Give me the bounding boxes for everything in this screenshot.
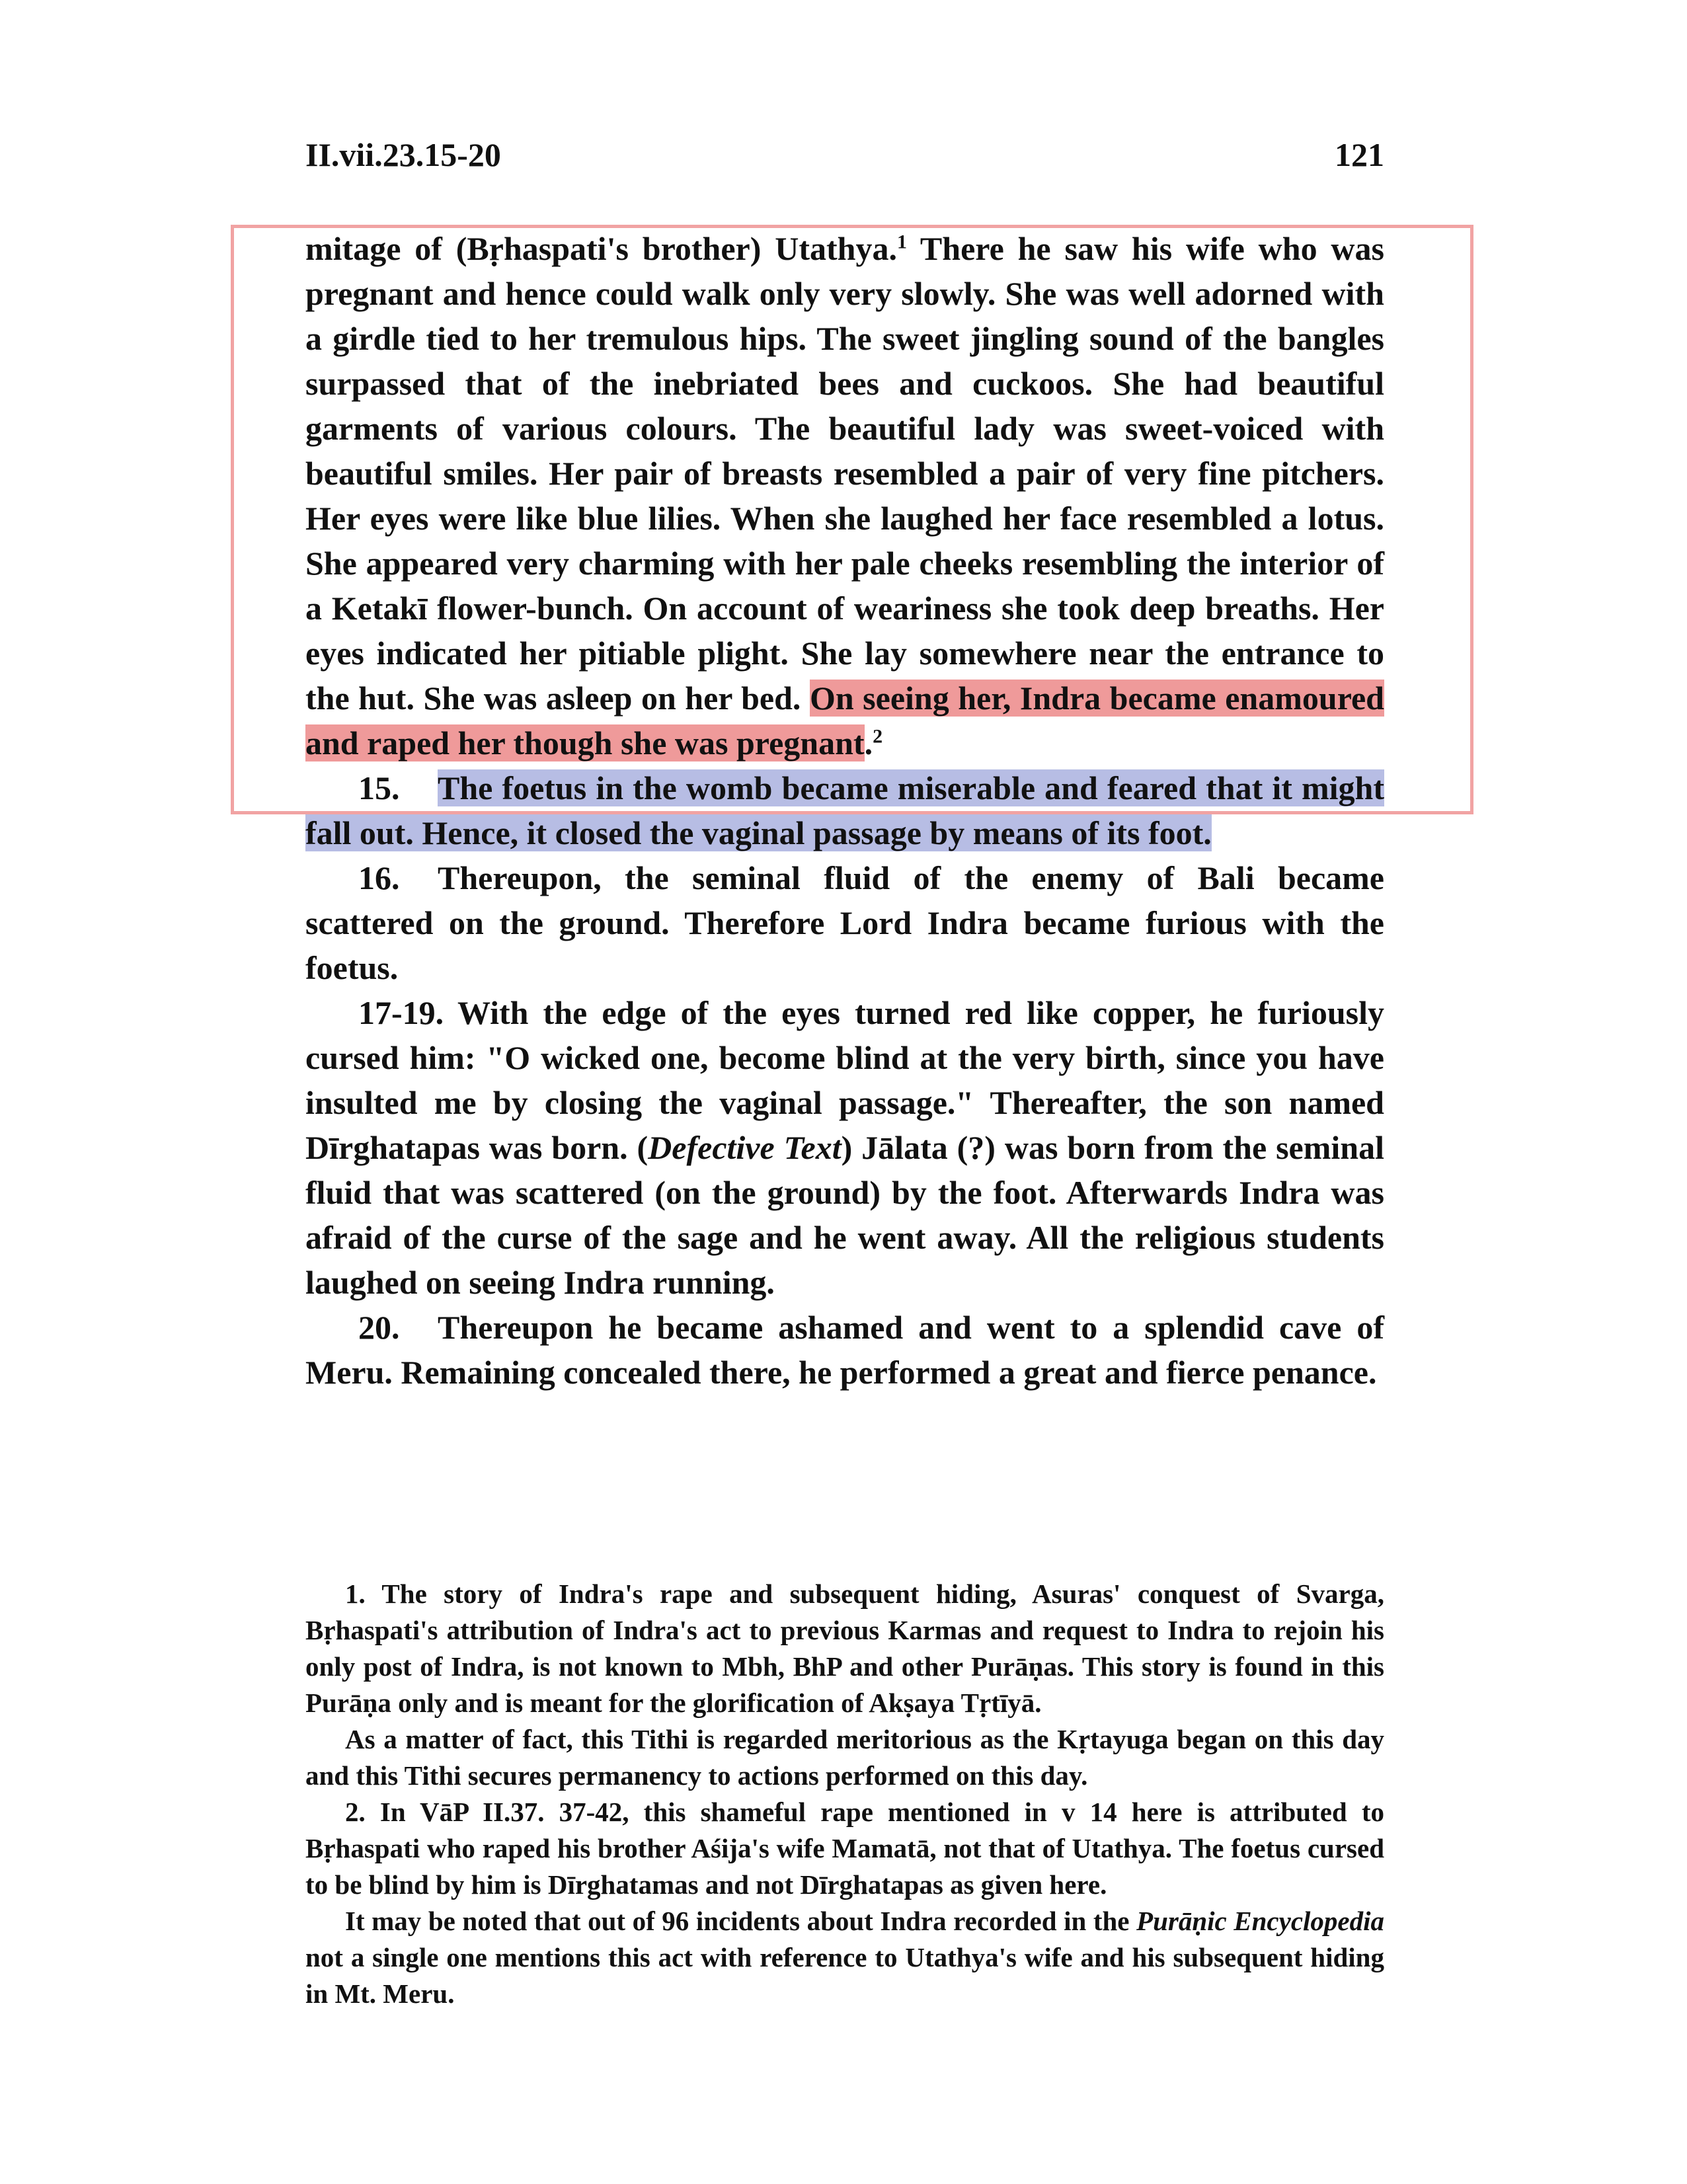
- verse-number: 20.: [358, 1309, 400, 1346]
- blue-highlight: The foetus in the womb became miserable and feared that it might fall out. Hence, it closed the vaginal passage by means of its foot.: [305, 769, 1384, 851]
- footnote-1-continued: As a matter of fact, this Tithi is regarded meritorious as the Kṛtayuga began on this day and this Tithi secures permanency to actions performed on this day.: [305, 1724, 1384, 1791]
- red-highlight: On seeing her, Indra became enamoured and raped her though she was pregnant: [305, 680, 1384, 761]
- footnote-2: 2. In VāP II.37. 37-42, this shameful rape mentioned in v 14 here is attributed to Bṛhaspati who raped his brother Aśija's wife Mamatā, not that of Utathya. The foetus cursed to be blind by him is Dīrghatamas and not Dīrghatapas as given here.: [305, 1797, 1384, 1900]
- verse-16: 16. Thereupon, the seminal fluid of the enemy of Bali became scattered on the ground. Therefore Lord Indra became furious with the foetus.: [305, 855, 1384, 990]
- main-text: [305, 226, 1384, 1395]
- page-number: 121: [1335, 136, 1384, 173]
- footnote-1: 1. The story of Indra's rape and subsequent hiding, Asuras' conquest of Svarga, Bṛhaspati's attribution of Indra's act to previous Karmas and request to Indra to rejoin his only post of Indra, is not known to Mbh, BhP and other Purāṇas. This story is found in this Purāṇa only and is meant for the glorification of Akṣaya Tṛtīyā.: [305, 1579, 1384, 1718]
- footnote-ref-2[interactable]: 2: [873, 725, 883, 748]
- verse-15: [305, 765, 1384, 855]
- footnote-ref-1[interactable]: 1: [896, 231, 907, 253]
- verse-number: 15.: [358, 769, 400, 806]
- verse-number: 16.: [358, 859, 400, 896]
- paragraph-continued: mitage of (Bṛhaspati's brother) Utathya.$^1$ There he saw his wife who was pregnant and hence could walk only very slowly. She was well adorned with a girdle tied to her tremulous hips. The sweet jingling sound of the bangles surpassed that of the inebriated bees and cuckoos. She had beautiful garments of various colours. The beautiful lady was sweet-voiced with beautiful smiles. Her pair of breasts resembled a pair of very fine pitchers. Her eyes were like blue lilies. When she laughed her face resembled a lotus. She appeared very charming with her pale cheeks resembling the interior of a Ketakī flower-bunch. On account of weariness she took deep breaths. Her eyes indicated her pitiable plight. She lay somewhere near the entrance to the hut. She was asleep on her bed. On seeing her, Indra became enamoured and raped her though she was pregnant.$^2$: [305, 230, 1385, 761]
- verse-number: 17-19.: [358, 994, 444, 1031]
- verse-17-19: 17-19. With the edge of the eyes turned red like copper, he furiously cursed him: "O wicked one, become blind at the very birth, since you have insulted me by closing the vaginal passage." Thereafter, the son named Dīrghatapas was born. (Defective Text) Jālata (?) was born from the seminal fluid that was scattered (on the ground) by the foot. Afterwards Indra was afraid of the curse of the sage and he went away. All the religious students laughed on seeing Indra running.: [305, 990, 1384, 1305]
- footnotes: [305, 1576, 1384, 2012]
- running-head: [305, 136, 1384, 182]
- verse-20: 20. Thereupon he became ashamed and went to a splendid cave of Meru. Remaining concealed there, he performed a great and fierce penance.: [305, 1305, 1384, 1395]
- section-reference: II.vii.23.15-20: [305, 136, 501, 173]
- footnote-2-continued: It may be noted that out of 96 incidents about Indra recorded in the Purāṇic Encyclopedia not a single one mentions this act with reference to Utathya's wife and his subsequent hiding in Mt. Meru.: [305, 1906, 1384, 2009]
